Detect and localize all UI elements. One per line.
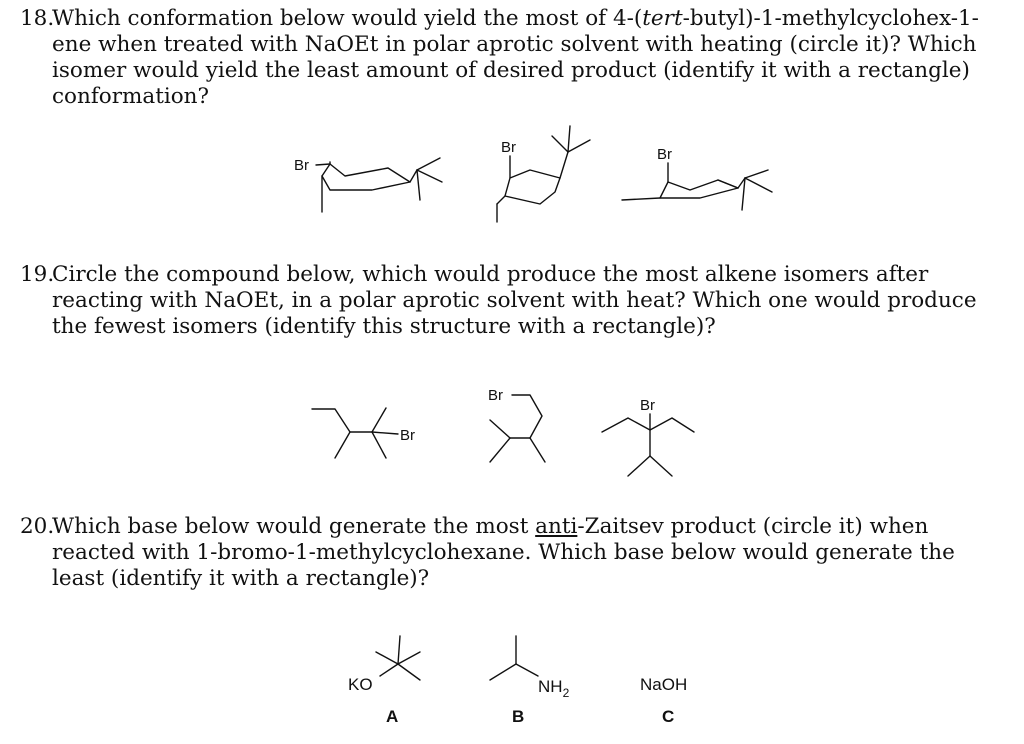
bromine-label: Br [501, 139, 516, 156]
base-label: C [662, 707, 675, 726]
base-label: A [386, 707, 399, 726]
bromine-label: Br [294, 157, 309, 174]
q20-base-a [348, 636, 420, 726]
bromine-label: Br [488, 387, 503, 404]
base-label: B [512, 707, 525, 726]
question-text: Which base below would generate the most anti-Zaitsev product (circle it) when reacted with 1-bromo-1-methylcyclohexane. Which base below would generate the least (identify it with a rectangle)? [52, 514, 955, 591]
q18-conformation-2 [497, 126, 590, 222]
q18-conformation-1 [294, 157, 442, 212]
question-text: Which conformation below would yield the most of 4-(tert-butyl)-1-methylcyclohex-1-ene when treated with NaOEt in polar aprotic solvent with heating (circle it)? Which isomer would yield the least amount of desired product (identify it with a rectangle) conformation? [52, 6, 979, 109]
question-number: 19. [20, 262, 55, 287]
q19-compound-2 [488, 387, 545, 462]
question-number: 20. [20, 514, 55, 539]
bromine-label: Br [400, 427, 415, 444]
q20-base-c [640, 675, 687, 726]
q19-compound-1 [312, 408, 415, 458]
q18-conformation-3 [622, 146, 772, 210]
bromine-label: Br [640, 397, 655, 414]
q20-base-b [490, 636, 570, 726]
question-text: Circle the compound below, which would produce the most alkene isomers after reacting with NaOEt, in a polar aprotic solvent with heat? Which one would produce the fewest isomers (identify this structure with a rectangle)? [52, 262, 977, 339]
question-number: 18. [20, 6, 55, 31]
bromine-label: Br [657, 146, 672, 163]
base-formula: $NH_2$ [538, 677, 570, 700]
base-formula: KO [348, 675, 373, 694]
base-formula: NaOH [640, 675, 688, 694]
q19-compound-3 [602, 397, 694, 476]
